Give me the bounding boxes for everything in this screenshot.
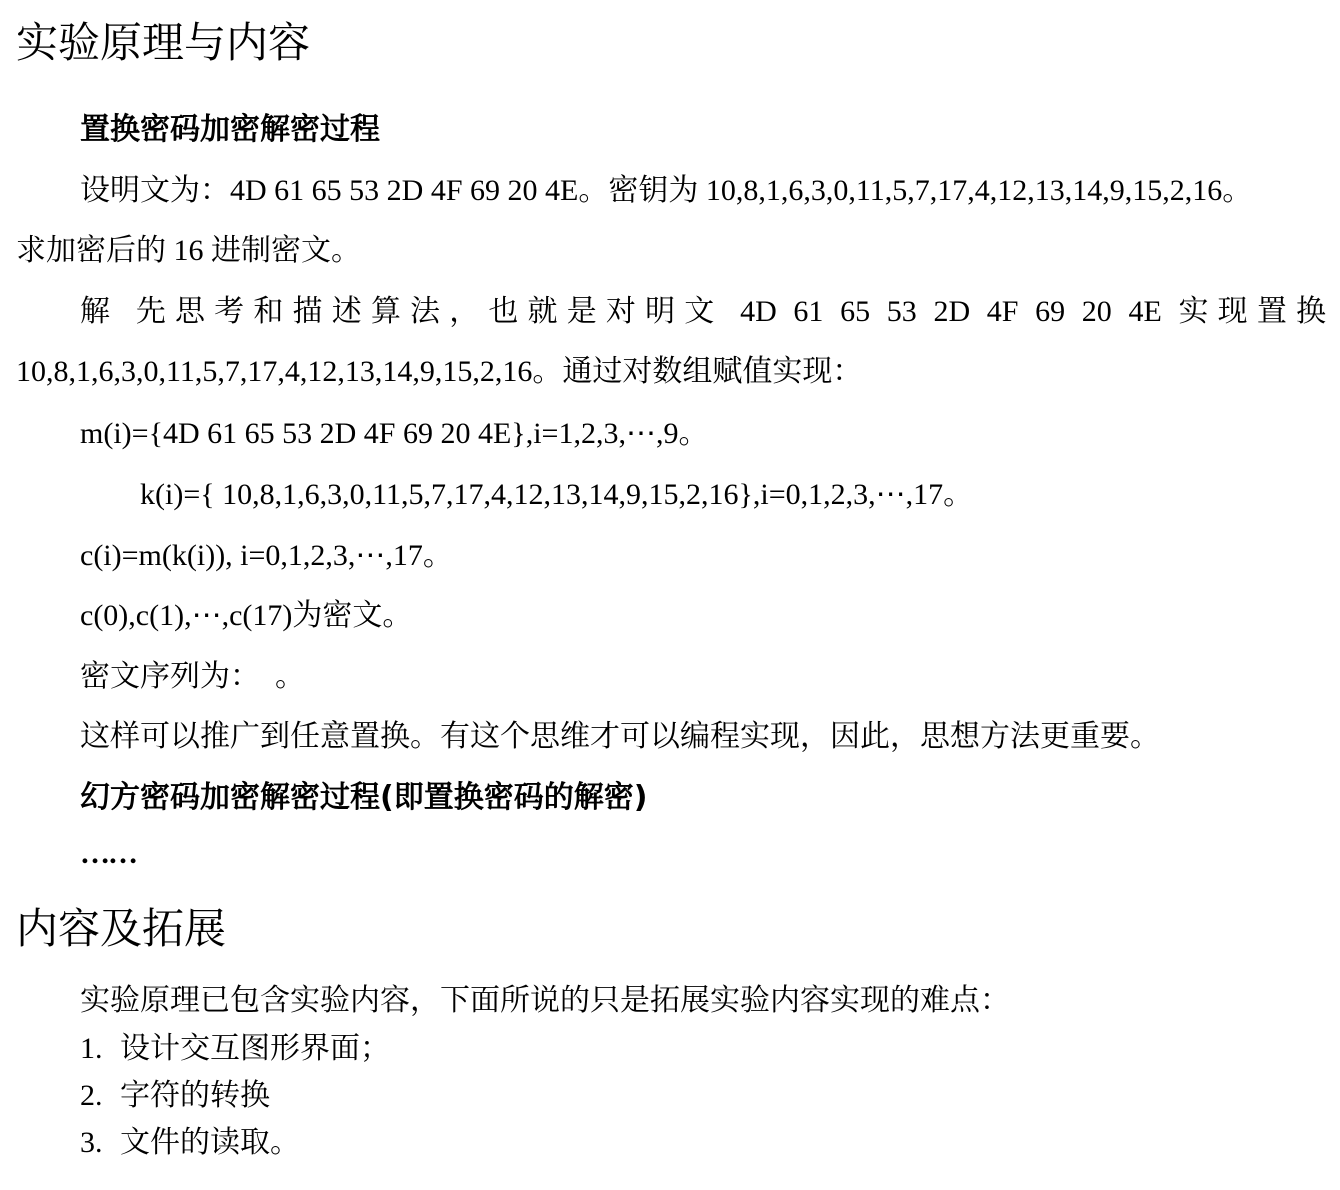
problem-statement-line1: 设明文为：4D 61 65 53 2D 4F 69 20 4E。密钥为 10,8,1,6,3,0,11,5,7,17,4,12,13,14,9,15,2,16。	[80, 174, 1253, 207]
list-number: 3.	[80, 1126, 103, 1159]
list-item	[80, 1076, 270, 1116]
list-number: 1.	[80, 1032, 103, 1065]
ellipsis: ……	[80, 837, 136, 870]
cipher-note: c(0),c(1),⋯,c(17)为密文。	[80, 599, 413, 632]
formula-c: c(i)=m(k(i)), i=0,1,2,3,⋯,17。	[80, 539, 453, 572]
list-text: 设计交互图形界面；	[120, 1032, 390, 1065]
list-item	[80, 1123, 300, 1163]
section-title-principles: 实验原理与内容	[16, 21, 311, 67]
subsection-title-permutation: 置换密码加密解密过程	[80, 112, 380, 147]
generalization-note: 这样可以推广到任意置换。有这个思维才可以编程实现，因此，思想方法更重要。	[80, 720, 1160, 753]
problem-statement-line2: 求加密后的 16 进制密文。	[16, 234, 361, 267]
subsection-title-magic-square: 幻方密码加密解密过程(即置换密码的解密)	[80, 780, 648, 815]
formula-m: m(i)={4D 61 65 53 2D 4F 69 20 4E},i=1,2,3,⋯,9。	[80, 417, 709, 450]
solution-line1: 解 先思考和描述算法，也就是对明文 4D 61 65 53 2D 4F 69 20 4E 实现置换	[80, 295, 1326, 328]
extension-intro: 实验原理已包含实验内容，下面所说的只是拓展实验内容实现的难点：	[80, 984, 1010, 1017]
list-item	[80, 1029, 390, 1069]
cipher-sequence: 密文序列为： 。	[80, 660, 305, 693]
list-text: 文件的读取。	[120, 1126, 300, 1159]
formula-k: k(i)={ 10,8,1,6,3,0,11,5,7,17,4,12,13,14,9,15,2,16},i=0,1,2,3,⋯,17。	[140, 478, 974, 511]
solution-line2: 10,8,1,6,3,0,11,5,7,17,4,12,13,14,9,15,2,16。通过对数组赋值实现：	[16, 355, 863, 388]
section-title-extension: 内容及拓展	[16, 907, 227, 953]
list-number: 2.	[80, 1079, 103, 1112]
list-text: 字符的转换	[120, 1079, 270, 1112]
